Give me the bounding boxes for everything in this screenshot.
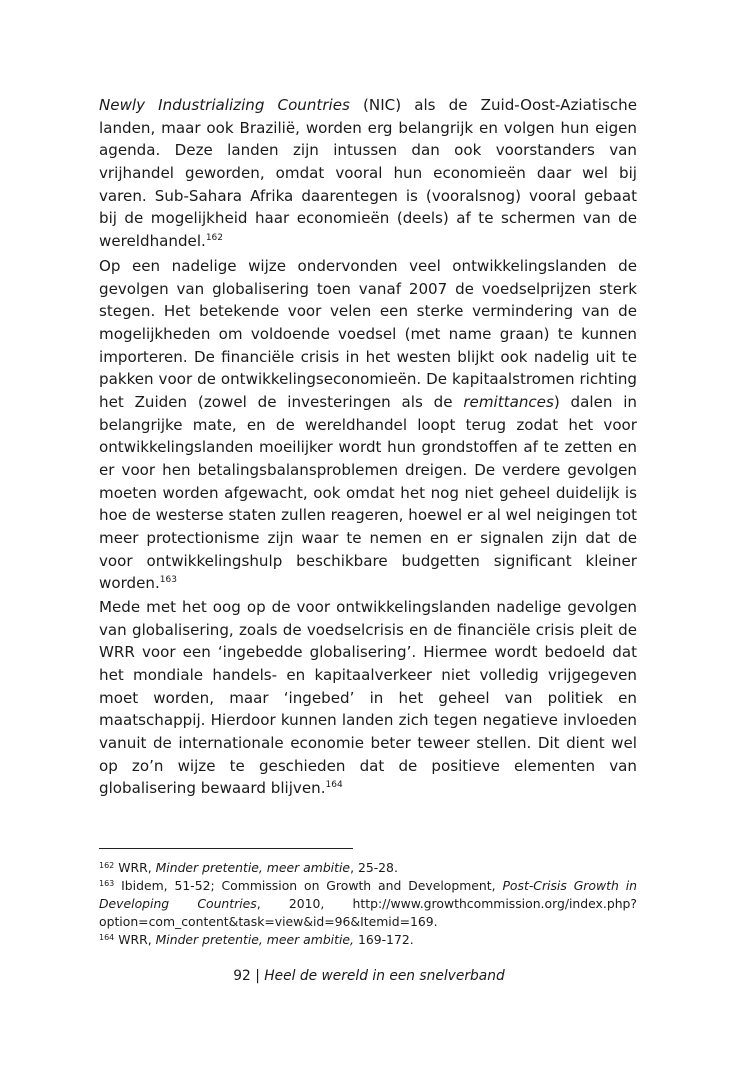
paragraph-text: Op een nadelige wijze ondervonden veel ontwikkelingslanden de gevolgen van globalisering toen vanaf 2007 de voedselprijzen sterk stegen. Het betekende voor velen een sterke vermindering van de mogelijkheden om voldoende voedsel (met name graan) te kunnen importeren. De financiële crisis in het westen blijkt ook nadelig uit te pakken voor de ontwikkelingseconomieën. De kapitaalstromen richting het Zuiden (zowel de investeringen als de [99,257,637,411]
footer-separator: | [250,968,265,984]
italic-term: remittances [463,392,554,411]
paragraph-text: Mede met het oog op de voor ontwikkelingslanden nadelige gevolgen van globalisering, zoals de voedselcrisis en de financiële crisis pleit de WRR voor een ‘ingebedde globalisering’. Hiermee wordt bedoeld dat het mondiale handels- en kapitaalverkeer niet volledig vrijgegeven moet worden, maar ‘ingebed’ in het geheel van politiek en maatschappij. Hierdoor kunnen landen zich tegen negatieve invloeden vanuit de internationale economie beter teweer stellen. Dit dient wel op zo’n wijze te geschieden dat de positieve elementen van globalisering bewaard blijven. [99,598,637,798]
footnote-divider [99,848,353,849]
page-number: 92 [233,968,251,984]
footnote-title: Post-Crisis Growth in Developing Countries [99,878,637,911]
footnote-163 [99,877,637,931]
body-paragraph-3 [99,596,637,800]
footnote-number: 164 [99,933,115,942]
footnote-text: WRR, [114,932,156,947]
footnote-number: 163 [99,879,115,888]
italic-term: Newly Industrializing Countries [99,96,350,114]
footnote-reference: 163 [159,575,177,586]
body-paragraph-2 [99,255,637,595]
footnote-reference: 162 [205,232,223,243]
book-title: Heel de wereld in een snelverband [264,968,505,984]
footnote-text: , 2010, http://www.growthcommission.org/index.php?option=com_content&task=view&id=96&Itemid=169. [99,896,637,929]
footnote-text: , 25-28. [350,860,398,875]
footnote-text: Ibidem, 51-52; Commission on Growth and Development, [114,878,503,893]
footnote-number: 162 [99,861,115,870]
footnote-text: 169-172. [354,932,414,947]
footnote-164 [99,931,637,949]
footnotes [99,859,637,949]
footnote-title: Minder pretentie, meer ambitie, [155,932,354,947]
paragraph-text: ) dalen in belangrijke mate, en de wereldhandel loopt terug zodat het voor ontwikkelingslanden moeilijker wordt hun grondstoffen af te zetten en er voor hen betalingsbalansproblemen dreigen. De verdere gevolgen moeten worden afgewacht, ook omdat het nog niet geheel duidelijk is hoe de westerse staten zullen reageren, hoewel er al wel neigingen tot meer protectionisme zijn waar te nemen en er signalen zijn dat de voor ontwikkelingshulp beschikbare budgetten significant kleiner worden. [99,392,637,593]
footnote-reference: 164 [325,780,343,791]
paragraph-text: (NIC) als de Zuid-Oost-Aziatische landen, maar ook Brazilië, worden erg belangrijk en volgen hun eigen agenda. Deze landen zijn intussen dan ook voorstanders van vrijhandel geworden, omdat vooral hun economieën daar wel bij varen. Sub-Sahara Afrika daarentegen is (vooralsnog) vooral gebaat bij de mogelijkheid haar economieën (deels) af te schermen van de wereldhandel. [99,96,637,250]
footnote-title: Minder pretentie, meer ambitie [155,860,351,875]
footnote-162 [99,859,637,877]
footnote-text: WRR, [114,860,156,875]
body-paragraph-1 [99,94,637,253]
page-footer [0,966,738,986]
